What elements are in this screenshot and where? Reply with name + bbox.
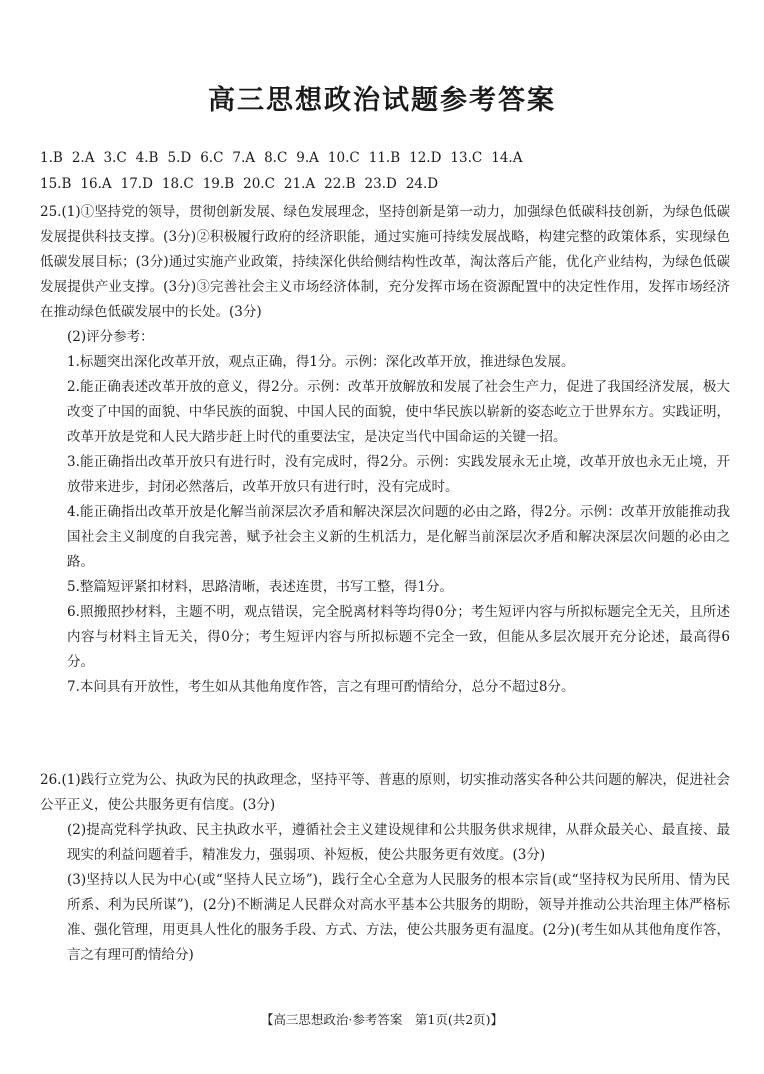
mc-answer: 19.B: [202, 176, 235, 192]
mc-answer: 16.A: [80, 176, 112, 192]
mc-answer: 2.A: [71, 150, 95, 166]
question-26: [40, 768, 730, 968]
mc-answer: 1.B: [40, 150, 63, 166]
mc-answer: 13.C: [450, 150, 483, 166]
q25-criterion-3: 3.能正确指出改革开放只有进行时，没有完成时，得2分。示例：实践发展永无止境，改革开放也永无止境，开放带来进步，封闭必然落后，改革开放只有进行时，没有完成时。: [67, 454, 730, 495]
mc-answer: 21.A: [283, 176, 316, 192]
q25-part2-header: (2)评分参考：: [67, 329, 154, 345]
mc-answer: 5.D: [167, 150, 192, 166]
q25-criterion-5: 5.整篇短评紧扣材料，思路清晰，表述连贯，书写工整，得1分。: [67, 579, 453, 595]
mc-answers-row-1: [40, 150, 730, 166]
mc-answers-row-2: [40, 176, 730, 192]
question-25: [40, 200, 730, 700]
mc-answer: 22.B: [324, 176, 356, 192]
mc-answer: 24.D: [405, 176, 439, 192]
mc-answer: 8.C: [264, 150, 288, 166]
mc-answer: 15.B: [40, 176, 72, 192]
page-footer: 【高三思想政治·参考答案 第1页(共2页)】: [260, 1012, 504, 1027]
q25-criterion-6: 6.照搬照抄材料，主题不明，观点错误，完全脱离材料等均得0分；考生短评内容与所拟标题完全无关，且所述内容与材料主旨无关，得0分；考生短评内容与所拟标题不完全一致，但能从多层次展开充分论述，最高得6分。: [67, 604, 730, 670]
mc-answer: 10.C: [327, 150, 360, 166]
mc-answer: 3.C: [103, 150, 127, 166]
mc-answer: 23.D: [364, 176, 397, 192]
q26-part1: 26.(1)践行立党为公、执政为民的执政理念，坚持平等、普惠的原则，切实推动落实各种公共问题的解决，促进社会公平正义，使公共服务更有信度。(3分): [40, 772, 730, 813]
mc-answer: 4.B: [135, 150, 159, 166]
q25-criterion-4: 4.能正确指出改革开放是化解当前深层次矛盾和解决深层次问题的必由之路，得2分。示例：改革开放能推动我国社会主义制度的自我完善，赋予社会主义新的生机活力，是化解当前深层次矛盾和解决深层次问题的必由之路。: [67, 504, 730, 570]
page-title: 高三思想政治试题参考答案: [208, 85, 556, 116]
mc-answer: 11.B: [368, 150, 401, 166]
mc-answer: 20.C: [243, 176, 275, 192]
q26-part3: (3)坚持以人民为中心(或“坚持人民立场”)，践行全心全意为人民服务的根本宗旨(或“坚持权为民所用、情为民所系、利为民所谋”)，(2分)不断满足人民群众对高水平基本公共服务的期盼，领导并推动公共治理主体严格标准、强化管理，用更具人性化的服务手段、方式、方法，使公共服务更有温度。(2分)(考生如从其他角度作答，言之有理可酌情给分): [67, 872, 730, 963]
mc-answer: 7.A: [232, 150, 256, 166]
mc-answer: 18.C: [161, 176, 194, 192]
q25-part1: 25.(1)①坚持党的领导，贯彻创新发展、绿色发展理念，坚持创新是第一动力，加强绿色低碳科技创新，为绿色低碳发展提供科技支撑。(3分)②积极履行政府的经济职能，通过实施可持续发展战略，构建完整的政策体系，实现绿色低碳发展目标；(3分)通过实施产业政策，持续深化供给侧结构性改革，淘汰落后产能，优化产业结构，为绿色低碳发展提供产业支撑。(3分)③完善社会主义市场经济体制，充分发挥市场在资源配置中的决定性作用，发挥市场经济在推动绿色低碳发展中的长处。(3分): [40, 204, 730, 320]
mc-answer: 6.C: [200, 150, 224, 166]
q25-criterion-1: 1.标题突出深化改革开放，观点正确，得1分。示例：深化改革开放，推进绿色发展。: [67, 354, 575, 370]
q25-criterion-2: 2.能正确表述改革开放的意义，得2分。示例：改革开放解放和发展了社会生产力，促进了我国经济发展，极大改变了中国的面貌、中华民族的面貌、中国人民的面貌，使中华民族以崭新的姿态屹立于世界东方。实践证明，改革开放是党和人民大踏步赶上时代的重要法宝，是决定当代中国命运的关键一招。: [67, 379, 730, 445]
mc-answer: 17.D: [120, 176, 153, 192]
mc-answer: 12.D: [409, 150, 442, 166]
q26-part2: (2)提高党科学执政、民主执政水平，遵循社会主义建设规律和公共服务供求规律，从群众最关心、最直接、最现实的利益问题着手，精准发力，强弱项、补短板，使公共服务更有效度。(3分): [67, 822, 730, 863]
mc-answer: 14.A: [491, 150, 523, 166]
mc-answer: 9.A: [296, 150, 319, 166]
q25-criterion-7: 7.本问具有开放性，考生如从其他角度作答，言之有理可酌情给分，总分不超过8分。: [67, 679, 575, 695]
